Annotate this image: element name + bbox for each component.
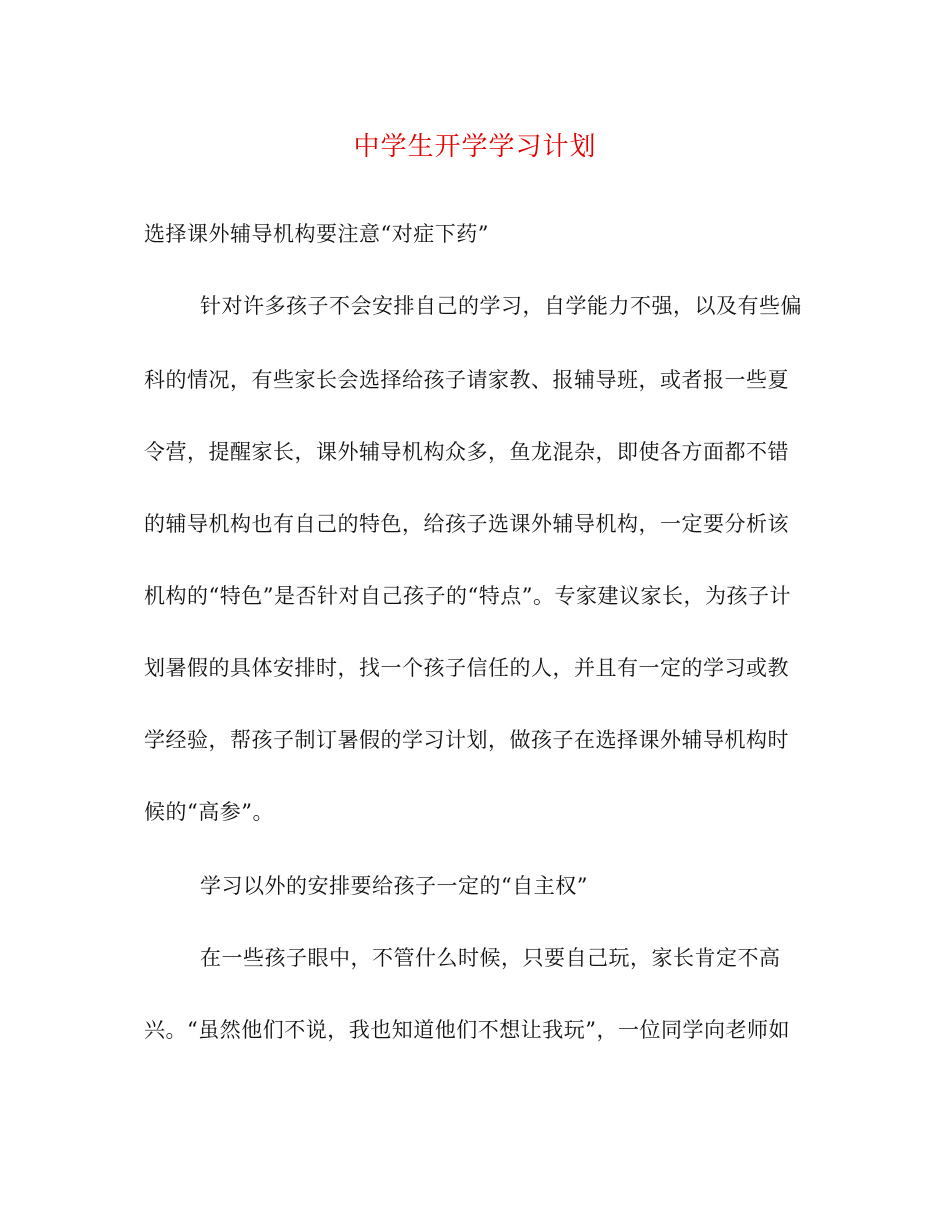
- paragraph-line: 机构的“特色”是否针对自己孩子的“特点”。专家建议家长，为孩子计: [144, 584, 791, 608]
- paragraph-line: 令营，提醒家长，课外辅导机构众多，鱼龙混杂，即使各方面都不错: [144, 440, 789, 464]
- paragraph-line: 科的情况，有些家长会选择给孩子请家教、报辅导班，或者报一些夏: [144, 368, 789, 392]
- paragraph-line: 划暑假的具体安排时，找一个孩子信任的人，并且有一定的学习或教: [144, 656, 789, 680]
- paragraph-line: 针对许多孩子不会安排自己的学习，自学能力不强，以及有些偏: [200, 294, 802, 318]
- document-title: 中学生开学学习计划: [353, 132, 597, 162]
- paragraph-line: 兴。“虽然他们不说，我也知道他们不想让我玩”，一位同学向老师如: [144, 1018, 790, 1042]
- paragraph-line: 候的“高参”。: [144, 800, 274, 824]
- section-heading-1: 选择课外辅导机构要注意“对症下药”: [144, 222, 489, 246]
- section-heading-2: 学习以外的安排要给孩子一定的“自主权”: [200, 874, 588, 898]
- paragraph-line: 学经验，帮孩子制订暑假的学习计划，做孩子在选择课外辅导机构时: [144, 728, 789, 752]
- paragraph-line: 的辅导机构也有自己的特色，给孩子选课外辅导机构，一定要分析该: [144, 512, 789, 536]
- paragraph-line: 在一些孩子眼中，不管什么时候，只要自己玩，家长肯定不高: [200, 946, 781, 970]
